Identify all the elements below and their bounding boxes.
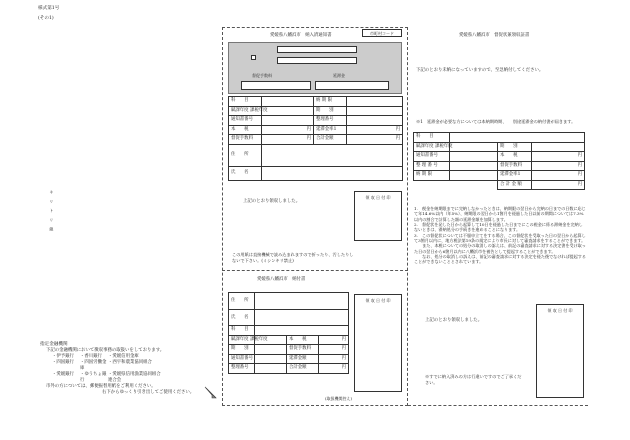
form-part: (その1) xyxy=(38,16,54,21)
cell-label: 合 計 金 額 xyxy=(498,180,532,190)
cell-label: 延滞金率1 xyxy=(314,125,347,135)
table-row xyxy=(229,326,349,336)
cell-label: 納 期 限 xyxy=(314,97,347,107)
table-row xyxy=(414,152,585,162)
slip-footer: (取扱機関控え) xyxy=(325,396,353,401)
cell-unit: 円 xyxy=(319,345,349,355)
cell-label: 賦課年度 課税年度 xyxy=(414,142,450,152)
cell-label: 期 別 xyxy=(229,345,255,355)
cell-label: 住 所 xyxy=(229,293,255,310)
table-row xyxy=(229,335,349,345)
cut-line-1 xyxy=(222,27,223,406)
cell-label: 賦課年度 課税年度 xyxy=(229,335,255,345)
table-row xyxy=(229,166,403,180)
bank-name: ・西宇和農業協同組合 xyxy=(108,360,152,366)
notice-table xyxy=(228,96,403,181)
table-row xyxy=(229,125,403,135)
table-row xyxy=(229,106,403,116)
cut-line-right-bottom xyxy=(408,405,588,406)
form-number: 様式第1号 xyxy=(38,6,60,11)
notice-title: 愛媛県八幡浜市 納入済通知書 xyxy=(270,33,332,38)
received-text: 上記のとおり領収しました。 xyxy=(243,199,301,204)
bank-info-title: 指定金融機関 xyxy=(40,342,68,347)
right-intro: 下記のとおり未納になっていますので、至急納付してください。 xyxy=(416,68,544,73)
table-row xyxy=(229,293,349,310)
cut-line-middle xyxy=(222,270,408,271)
table-row xyxy=(414,171,585,181)
cell-label: 通知書番号 xyxy=(229,354,255,364)
table-row xyxy=(229,97,403,107)
slip-table xyxy=(228,292,349,374)
bank-name: ・伊予銀行 xyxy=(52,354,74,360)
digit-boxes-fee xyxy=(241,81,311,90)
cell-label: 督促手数料 xyxy=(229,135,262,145)
cell-label: 科 目 xyxy=(414,133,450,143)
cell-unit: 円 xyxy=(319,335,349,345)
slip-stamp-box xyxy=(354,294,402,392)
cell-label: 通知書番号 xyxy=(229,116,262,126)
cell-label: 延滞金率1 xyxy=(498,171,532,181)
cell-label: 氏 名 xyxy=(229,166,262,180)
note-item: 2. 督促状を発した日から起算して10日を経過した日までにこの税金に係る滞納金を完納しないときは、滞納処分の手続きを進めることになります。 xyxy=(414,221,583,233)
cell-unit: 円 xyxy=(532,161,585,171)
right-note1: ※1 延滞金が必要な方については本納期時期、 別途延滞金の納付書が届きます。 xyxy=(416,119,576,124)
cell-label: 住 所 xyxy=(229,144,262,166)
cell-unit: 円 xyxy=(262,135,314,145)
table-row xyxy=(229,364,349,374)
bank-info-body: 下記の金融機関において徴収事務の取扱いをしております。 xyxy=(46,348,165,354)
bank-name: ・ゆうちょ銀行 xyxy=(80,371,107,383)
cell-label: 通知書番号 xyxy=(414,152,450,162)
slip-title: 愛媛県八幡浜市 納付書 xyxy=(257,277,306,282)
table-row xyxy=(229,354,349,364)
cell-unit: 円 xyxy=(347,125,403,135)
bank-name: ・四国銀行 xyxy=(52,360,74,366)
table-row xyxy=(229,310,349,326)
cell-unit: 円 xyxy=(532,171,585,181)
cell-unit: 円 xyxy=(319,364,349,374)
table-row xyxy=(229,135,403,145)
notice-footer: この用紙は直接機械で読み込まれますので折ったり、汚したりしないで下さい。(ミシンキリ禁止) xyxy=(232,252,354,263)
header-late: 延滞金 xyxy=(333,73,345,78)
bank-name: ・愛媛銀行 xyxy=(52,371,74,377)
receipt-stamp-box xyxy=(354,191,402,241)
cell-label: 督促手数料 xyxy=(287,345,319,355)
bank-info-note2: 右下からゆっくり引き出してご使用ください。 xyxy=(102,389,195,395)
cell-unit: 円 xyxy=(532,152,585,162)
cell-label: 延滞金額 xyxy=(287,354,319,364)
bank-info xyxy=(40,342,218,396)
cut-line-top xyxy=(222,27,408,28)
table-row xyxy=(414,180,585,190)
pull-arrow-icon xyxy=(204,386,218,400)
cell-label: 期 別 xyxy=(314,106,347,116)
ocr-code-area xyxy=(228,42,402,94)
cell-label: 整 理 番 号 xyxy=(414,161,450,171)
table-row xyxy=(414,142,585,152)
cell-label: 合計金額 xyxy=(314,135,347,145)
table-row xyxy=(229,144,403,166)
check-square xyxy=(251,55,256,60)
cell-unit: 円 xyxy=(347,135,403,145)
bank-name: ・四国労働金庫 xyxy=(80,360,107,371)
cut-line-bottom xyxy=(222,405,408,406)
cell-unit: 円 xyxy=(262,125,314,135)
cell-unit: 円 xyxy=(319,354,349,364)
cell-label: 本 税 xyxy=(287,335,319,345)
table-row xyxy=(414,133,585,143)
cell-label: 氏 名 xyxy=(229,310,255,326)
right-bottom-note: ※すでに納入済みの方は行違いですのでご了承ください。 xyxy=(425,374,522,385)
cell-label: 期 別 xyxy=(498,142,532,152)
cell-label: 本 税 xyxy=(498,152,532,162)
cell-label: 整理番号 xyxy=(229,364,255,374)
right-table xyxy=(413,132,585,190)
table-row xyxy=(414,161,585,171)
bank-name: ・愛媛信用金庫 xyxy=(108,354,139,360)
cell-label: 合計金額 xyxy=(287,364,319,374)
cut-line-2 xyxy=(407,27,408,406)
cell-label: 納 期 限 xyxy=(414,171,450,181)
header-fee: 督促手数料 xyxy=(252,73,272,78)
table-row xyxy=(229,345,349,355)
cut-line-label: キ リ ト リ 線 xyxy=(49,190,55,234)
cell-label: 賦課年度 課税年度 xyxy=(229,106,262,116)
code-field xyxy=(277,57,357,64)
bank-name: ・愛媛県信用漁業協同組合連合会 xyxy=(108,371,161,383)
table-row xyxy=(229,116,403,126)
note-item: 1. 税金を納期限までに完納しなかったときは、納期限の翌日から完納の日までの日数に応じて年14.6%以内（年5%）、納期限の翌日から1箇月を経過した日以前の期間については7.3%以内の割合で計算した額の延滞金額を加算します。 xyxy=(414,206,586,222)
note-item: 3. この督促状については不服申立てをする場合、この督促状を受取った日の翌日から起算して3箇月以内に、地方税法第19条の規定により市長に対して審査請求をすることができます。 xyxy=(414,232,586,243)
cell-label: 督促手数料 xyxy=(498,161,532,171)
stamp-label: 領 収 日 付 印 xyxy=(547,308,573,313)
cell-label: 整理番号 xyxy=(314,116,347,126)
cell-label: 科 目 xyxy=(229,97,262,107)
digit-boxes-late xyxy=(315,81,389,90)
note-item: また、本税についての処分の取消しの訴えは、前記の審査請求に対する決定書を受け取った日の翌日から6箇月以内に八幡浜市を被告として提起することができます。 xyxy=(414,243,586,254)
right-notes xyxy=(414,206,586,264)
bank-info-note: 市外の方については、郵便振替用紙をご利用ください。 xyxy=(46,383,156,389)
cell-label: 科 目 xyxy=(229,326,255,336)
bank-name: ・香川銀行 xyxy=(80,354,102,360)
right-received-text: 上記のとおり領収しました。 xyxy=(425,318,483,323)
bank-list xyxy=(40,354,218,384)
right-title: 愛媛県八幡浜市 督促状兼領収証書 xyxy=(459,33,530,38)
code-field xyxy=(277,46,357,53)
cell-label: 本 税 xyxy=(229,125,262,135)
note-item: なお、処分の取消しの訴えは、前記の審査請求に対する決定を経た後でなければ提起することができないこととされています。 xyxy=(414,253,586,265)
right-stamp-box xyxy=(536,304,584,398)
municipal-code-box: 市町村コード xyxy=(362,29,402,37)
stamp-label: 領 収 日 付 印 xyxy=(365,195,391,200)
stamp-label: 領 収 日 付 印 xyxy=(365,298,391,303)
cell-unit: 円 xyxy=(532,180,585,190)
